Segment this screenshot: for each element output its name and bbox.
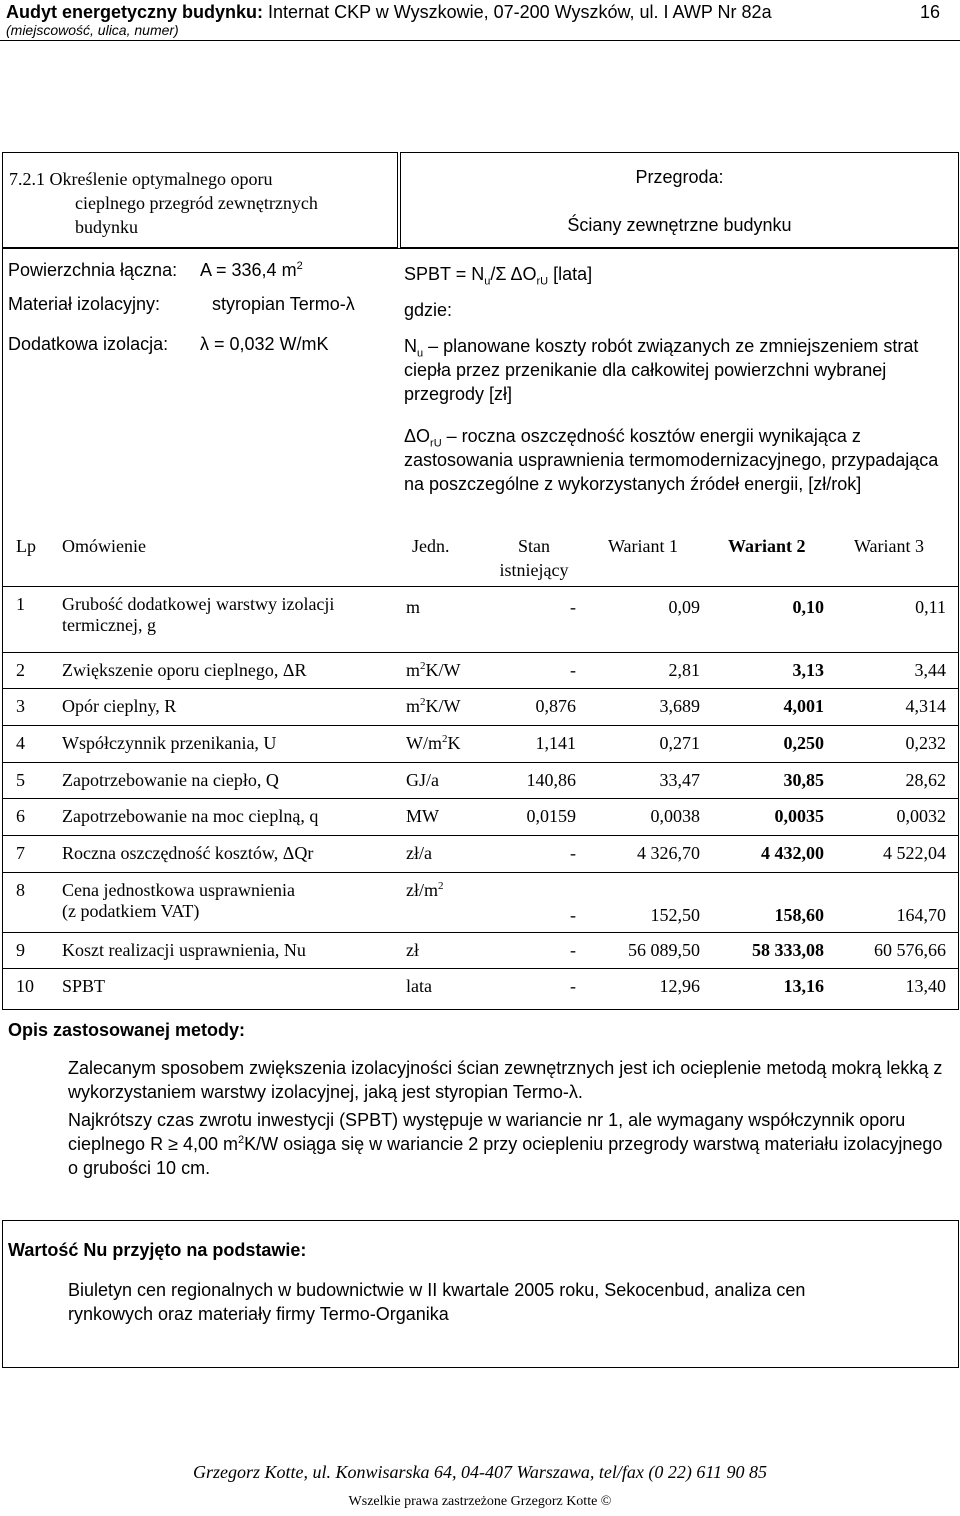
table-row <box>2 688 958 726</box>
row-variant-3: 0,232 <box>905 733 946 753</box>
row-variant-2: 4,001 <box>783 696 824 716</box>
nu-definition <box>404 334 952 406</box>
area-value-text: A = 336,4 m <box>200 260 297 280</box>
section-title-line: 7.2.1 Określenie optymalnego oporu <box>9 169 273 189</box>
nu-description: – planowane koszty robót związanych ze zmniejszeniem strat ciepła przez przenikanie dla całkowitej powierzchni wybranej przegrody [zł] <box>404 336 919 404</box>
row-variant-2: 3,13 <box>792 660 824 680</box>
row-variant-3: 28,62 <box>905 770 946 790</box>
basis-text: Biuletyn cen regionalnych w budownictwie w II kwartale 2005 roku, Sekocenbud, analiza cen rynkowych oraz materiały firmy Termo-Organika <box>68 1280 806 1324</box>
unit-text: zł <box>406 940 419 960</box>
col-header-desc: Omówienie <box>62 536 146 556</box>
row-lp: 10 <box>16 976 34 996</box>
row-existing: - <box>570 597 576 617</box>
table-row <box>2 725 958 763</box>
table-row <box>2 968 958 1006</box>
unit-exponent: 2 <box>442 733 448 745</box>
row-description <box>62 660 402 681</box>
unit-text: K/W <box>425 660 461 680</box>
row-description-line: SPBT <box>62 976 106 996</box>
partition-box <box>400 152 959 248</box>
formula-part: SPBT = N <box>404 264 485 284</box>
unit-text: lata <box>406 976 432 996</box>
col-header-existing-line: Stan <box>517 536 550 556</box>
col-header-v3: Wariant 3 <box>854 536 925 556</box>
document-subtitle: (miejscowość, ulica, numer) <box>6 22 179 38</box>
unit-text: zł/a <box>406 843 432 863</box>
formula-where: gdzie: <box>404 300 453 320</box>
unit-text: GJ/a <box>406 770 439 790</box>
row-lp: 5 <box>16 770 25 790</box>
row-variant-2: 13,16 <box>783 976 824 996</box>
header-rule <box>0 40 960 41</box>
section-title-line: cieplnego przegród zewnętrznych <box>75 193 318 213</box>
document-title <box>6 2 772 23</box>
table-row <box>2 798 958 836</box>
formula-part: [lata] <box>548 264 593 284</box>
row-variant-3: 0,0032 <box>896 806 946 826</box>
table-row <box>2 932 958 969</box>
row-description-line: Zapotrzebowanie na ciepło, Q <box>62 770 279 790</box>
area-value <box>200 258 303 282</box>
nu-symbol: N <box>404 336 417 356</box>
area-unit-exponent: 2 <box>296 260 303 272</box>
row-unit <box>406 880 496 901</box>
col-header-lp: Lp <box>16 536 36 556</box>
row-variant-1: 3,689 <box>659 696 700 716</box>
unit-text: zł/m <box>406 880 438 900</box>
row-variant-3: 13,40 <box>905 976 946 996</box>
row-description <box>62 940 402 961</box>
row-description-line: Opór cieplny, R <box>62 696 177 716</box>
dor-symbol: ΔO <box>404 426 431 446</box>
row-description <box>62 843 402 864</box>
row-variant-1: 0,09 <box>668 597 700 617</box>
unit-text: K <box>447 733 461 753</box>
row-existing: - <box>570 940 576 960</box>
row-existing: 0,0159 <box>526 806 576 826</box>
row-lp: 2 <box>16 660 25 680</box>
dor-description: – roczna oszczędność kosztów energii wynikająca z zastosowania usprawnienia termomodernizacyjnego, przypadająca na poszczególne z wykorzystanych źródeł energii, [zł/rok] <box>404 426 939 494</box>
table-row <box>2 586 958 651</box>
row-variant-2: 30,85 <box>783 770 824 790</box>
insulation-label: Dodatkowa izolacja: <box>8 334 169 354</box>
formula-subscript: u <box>484 275 491 288</box>
method-text: Najkrótszy czas zwrotu inwestycji (SPBT) występuje w wariancie nr 1, ale wymagany współczynnik oporu cieplnego R <box>68 1110 906 1154</box>
row-lp: 3 <box>16 696 25 716</box>
title-bold: Audyt energetyczny budynku: <box>6 2 264 22</box>
method-paragraph: Zalecanym sposobem zwiększenia izolacyjności ścian zewnętrznych jest ich ocieplenie metodą mokrą lekką z wykorzystaniem warstwy izolacyjnej, jaką jest styropian Termo-λ. <box>68 1058 943 1102</box>
row-variant-3: 4,314 <box>905 696 946 716</box>
row-description-line: Cena jednostkowa usprawnienia <box>62 880 295 900</box>
row-description-line: Współczynnik przenikania, U <box>62 733 277 753</box>
material-label: Materiał izolacyjny: <box>8 294 161 314</box>
section-title <box>9 167 318 239</box>
row-description-line: Koszt realizacji usprawnienia, Nu <box>62 940 306 960</box>
row-description <box>62 770 402 791</box>
row-variant-1: 0,271 <box>659 733 700 753</box>
unit-text: m <box>406 696 421 716</box>
row-description <box>62 880 402 922</box>
row-description <box>62 594 402 636</box>
row-variant-2: 0,10 <box>792 597 824 617</box>
material-value: styropian Termo-λ <box>212 294 355 314</box>
row-existing: - <box>570 905 576 925</box>
row-description-line: termicznej, g <box>62 615 156 635</box>
col-header-v2: Wariant 2 <box>728 536 806 556</box>
unit-exponent: 2 <box>420 660 426 672</box>
table-row <box>2 872 958 933</box>
footer-copyright: Wszelkie prawa zastrzeżone Grzegorz Kotte © <box>348 1494 612 1509</box>
col-header-existing-line: istniejący <box>499 560 569 580</box>
unit-text: K/W <box>425 696 461 716</box>
row-variant-2: 4 432,00 <box>761 843 824 863</box>
row-description-line: Roczna oszczędność kosztów, ΔQr <box>62 843 314 863</box>
table-row <box>2 835 958 873</box>
row-lp: 9 <box>16 940 25 960</box>
unit-exponent: 2 <box>438 880 444 892</box>
row-existing: - <box>570 976 576 996</box>
row-existing: - <box>570 660 576 680</box>
row-description-line: Grubość dodatkowej warstwy izolacji <box>62 594 335 614</box>
row-existing: 140,86 <box>526 770 576 790</box>
row-lp: 8 <box>16 880 25 900</box>
row-existing: - <box>570 843 576 863</box>
row-variant-2: 0,0035 <box>774 806 824 826</box>
row-description <box>62 806 402 827</box>
row-variant-3: 0,11 <box>915 597 946 617</box>
partition-value: Ściany zewnętrzne budynku <box>567 215 792 235</box>
row-variant-1: 33,47 <box>659 770 700 790</box>
row-variant-1: 4 326,70 <box>637 843 700 863</box>
row-variant-3: 3,44 <box>914 660 946 680</box>
row-description-line: Zwiększenie oporu cieplnego, ΔR <box>62 660 307 680</box>
unit-exponent: 2 <box>420 696 426 708</box>
row-lp: 4 <box>16 733 25 753</box>
row-variant-3: 60 576,66 <box>874 940 946 960</box>
row-variant-2: 158,60 <box>774 905 824 925</box>
row-variant-1: 12,96 <box>659 976 700 996</box>
row-variant-1: 56 089,50 <box>628 940 700 960</box>
row-existing: 1,141 <box>535 733 576 753</box>
row-description <box>62 696 402 717</box>
row-variant-1: 152,50 <box>650 905 700 925</box>
dor-definition <box>404 424 952 496</box>
row-lp: 6 <box>16 806 25 826</box>
dor-subscript: rU <box>430 437 442 450</box>
table-row <box>2 652 958 689</box>
row-description <box>62 733 402 754</box>
unit-text: m <box>406 597 421 617</box>
unit-text: MW <box>406 806 439 826</box>
footer-address: Grzegorz Kotte, ul. Konwisarska 64, 04-407 Warszawa, tel/fax (0 22) 611 90 85 <box>192 1462 767 1482</box>
section-title-box <box>2 152 398 248</box>
basis-heading: Wartość Nu przyjęto na podstawie: <box>8 1240 307 1260</box>
row-lp: 7 <box>16 843 25 863</box>
section-title-line: budynku <box>75 217 138 237</box>
row-variant-2: 0,250 <box>783 733 824 753</box>
table-row <box>2 762 958 799</box>
ge-symbol: ≥ <box>168 1134 178 1154</box>
row-description-line: (z podatkiem VAT) <box>62 901 200 921</box>
method-text: K/W osiąga się w wariancie 2 przy ociepleniu przegrody warstwą materiału izolacyjnego o grubości 10 cm. <box>68 1134 943 1178</box>
nu-subscript: u <box>417 347 424 360</box>
row-description <box>62 976 402 997</box>
row-lp: 1 <box>16 594 25 614</box>
col-header-v1: Wariant 1 <box>608 536 679 556</box>
row-variant-3: 164,70 <box>896 905 946 925</box>
row-description-line: Zapotrzebowanie na moc cieplną, q <box>62 806 319 826</box>
row-variant-3: 4 522,04 <box>883 843 946 863</box>
unit-text: W/m <box>406 733 442 753</box>
insulation-value: λ = 0,032 W/mK <box>200 334 329 354</box>
title-rest: Internat CKP w Wyszkowie, 07-200 Wyszków, ul. I AWP Nr 82a <box>263 2 772 22</box>
unit-text: m <box>406 660 421 680</box>
formula-subscript: rU <box>536 275 549 288</box>
spbt-formula <box>404 262 592 286</box>
method-text: 4,00 m <box>177 1134 238 1154</box>
page-number: 16 <box>920 2 941 22</box>
formula-part: /Σ ΔO <box>490 264 537 284</box>
row-existing: 0,876 <box>535 696 576 716</box>
col-header-existing <box>486 534 582 582</box>
method-paragraph <box>68 1108 944 1180</box>
partition-label: Przegroda: <box>635 167 724 187</box>
col-header-unit: Jedn. <box>412 536 450 556</box>
row-variant-2: 58 333,08 <box>752 940 824 960</box>
row-variant-1: 0,0038 <box>650 806 700 826</box>
row-variant-1: 2,81 <box>668 660 700 680</box>
area-label: Powierzchnia łączna: <box>8 260 178 280</box>
unit-exponent: 2 <box>238 1134 245 1146</box>
method-heading: Opis zastosowanej metody: <box>8 1020 246 1040</box>
